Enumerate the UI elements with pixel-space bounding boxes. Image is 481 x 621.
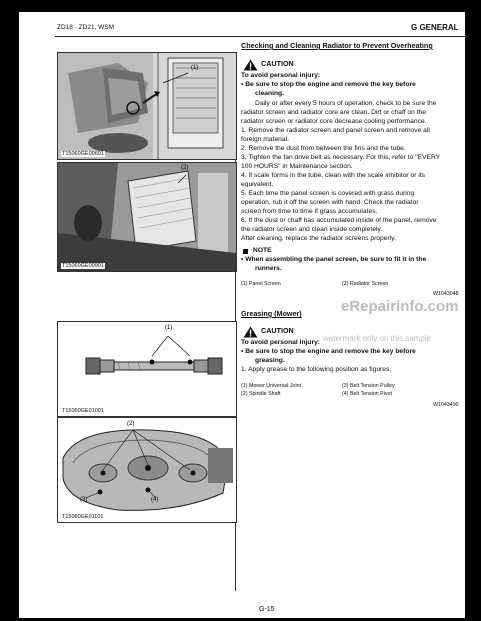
driveshaft-illustration (58, 322, 236, 416)
bullet-stop-engine-cont: cleaning. (255, 90, 284, 97)
panel-illustration (58, 163, 236, 271)
figure-mower-deck (57, 417, 237, 523)
figure-caption: T15060GE00601 (62, 151, 104, 157)
step-line: 100 HOURS" in Maintenance section. (241, 163, 353, 170)
step-line: equivalent. (241, 181, 274, 188)
step-line: 1. Remove the radiator screen and panel screen and remove all (241, 127, 430, 134)
figure-callout: (1) (165, 325, 173, 331)
legend-item: (1) Mower Universal Joint (241, 383, 302, 389)
figure-caption: T15060GE01001 (62, 408, 104, 414)
step-line: operation, rub it off the screen with hand. Check the radiator (241, 199, 419, 206)
figure-callout: (2) (181, 165, 189, 171)
caution-label: CAUTION (261, 326, 294, 335)
caution-label: CAUTION (261, 59, 294, 68)
reference-code: W1043490 (433, 402, 459, 408)
section-title-greasing: Greasing (Mower) (241, 309, 302, 318)
greasing-step: 1. Apply grease to the following position as figures. (241, 366, 392, 373)
legend-item: (4) Belt Tension Pivot (342, 391, 392, 397)
watermark-note: watermark only on this sample (323, 334, 432, 343)
header-rule (55, 36, 465, 37)
page-number: G-15 (259, 606, 275, 613)
figure-callout: (4) (151, 497, 159, 503)
legend-item: (3) Belt Tension Pulley (342, 383, 395, 389)
step-line: After cleaning, replace the radiator screens properly. (241, 235, 396, 242)
figure-radiator-screen (57, 52, 237, 160)
figure-callout: (3) (80, 497, 88, 503)
step-line: foreign material. (241, 136, 289, 143)
header-left: ZD18 · ZD21, WSM (57, 24, 115, 31)
bullet-stop-engine: • Be sure to stop the engine and remove the key before (241, 81, 416, 88)
avoid-injury-text: To avoid personal injury: (241, 72, 321, 79)
bullet-stop-engine-cont: greasing. (255, 357, 285, 364)
section-title-radiator: Checking and Cleaning Radiator to Prevent Overheating (241, 41, 433, 50)
figure-universal-joint (57, 321, 237, 417)
figure-caption: T15060GE00901 (62, 263, 104, 269)
step-line: 5. Each time the panel screen is covered with grass during (241, 190, 415, 197)
step-line: the radiator screen and clean inside completely. (241, 226, 383, 233)
legend-item: (2) Radiator Screen (342, 281, 389, 287)
figure-callout: (2) (127, 421, 135, 427)
reference-code: W1043048 (433, 291, 459, 297)
step-line: 3. Tighten the fan drive belt as necessary. For this, refer to "EVERY (241, 154, 441, 161)
step-line: 2. Remove the dust from between the fins and the tube. (241, 145, 406, 152)
daily-check-line: radiator screen or radiator core decrease cooling performance. (241, 118, 427, 125)
legend-item: (2) Spindle Shaft (241, 391, 281, 397)
daily-check-line: Daily or after every 5 hours of operation, check to be sure the (255, 100, 437, 107)
daily-check-line: radiator screen and radiator core are clean. Dirt or chaff on the (241, 109, 426, 116)
step-line: 4. If scale forms in the tube, clean with the scale inhibitor or its (241, 172, 425, 179)
caution-warning-icon (243, 59, 258, 71)
mower-deck-illustration (58, 418, 236, 522)
note-line-cont: runners. (255, 265, 282, 272)
step-line: 6. If the dust or chaff has accumulated inside of the panel, remove (241, 217, 437, 224)
avoid-injury-text: To avoid personal injury: (241, 339, 321, 346)
note-square-icon (243, 249, 248, 254)
caution-warning-icon (243, 326, 258, 338)
figure-callout: (1) (191, 65, 199, 71)
step-line: screen from time to time if grass accumulates. (241, 208, 378, 215)
note-label: NOTE (253, 247, 272, 254)
watermark-brand: eRepairinfo.com (341, 298, 459, 315)
figure-panel-screen (57, 162, 237, 272)
manual-page (19, 12, 465, 618)
note-line: • When assembling the panel screen, be sure to fit it in the (241, 256, 427, 263)
legend-item: (1) Panel Screen (241, 281, 281, 287)
bullet-stop-engine: • Be sure to stop the engine and remove the key before (241, 348, 416, 355)
radiator-illustration (58, 53, 236, 159)
figure-caption: T15060GE01101 (62, 514, 104, 520)
header-right: G GENERAL (411, 23, 459, 32)
